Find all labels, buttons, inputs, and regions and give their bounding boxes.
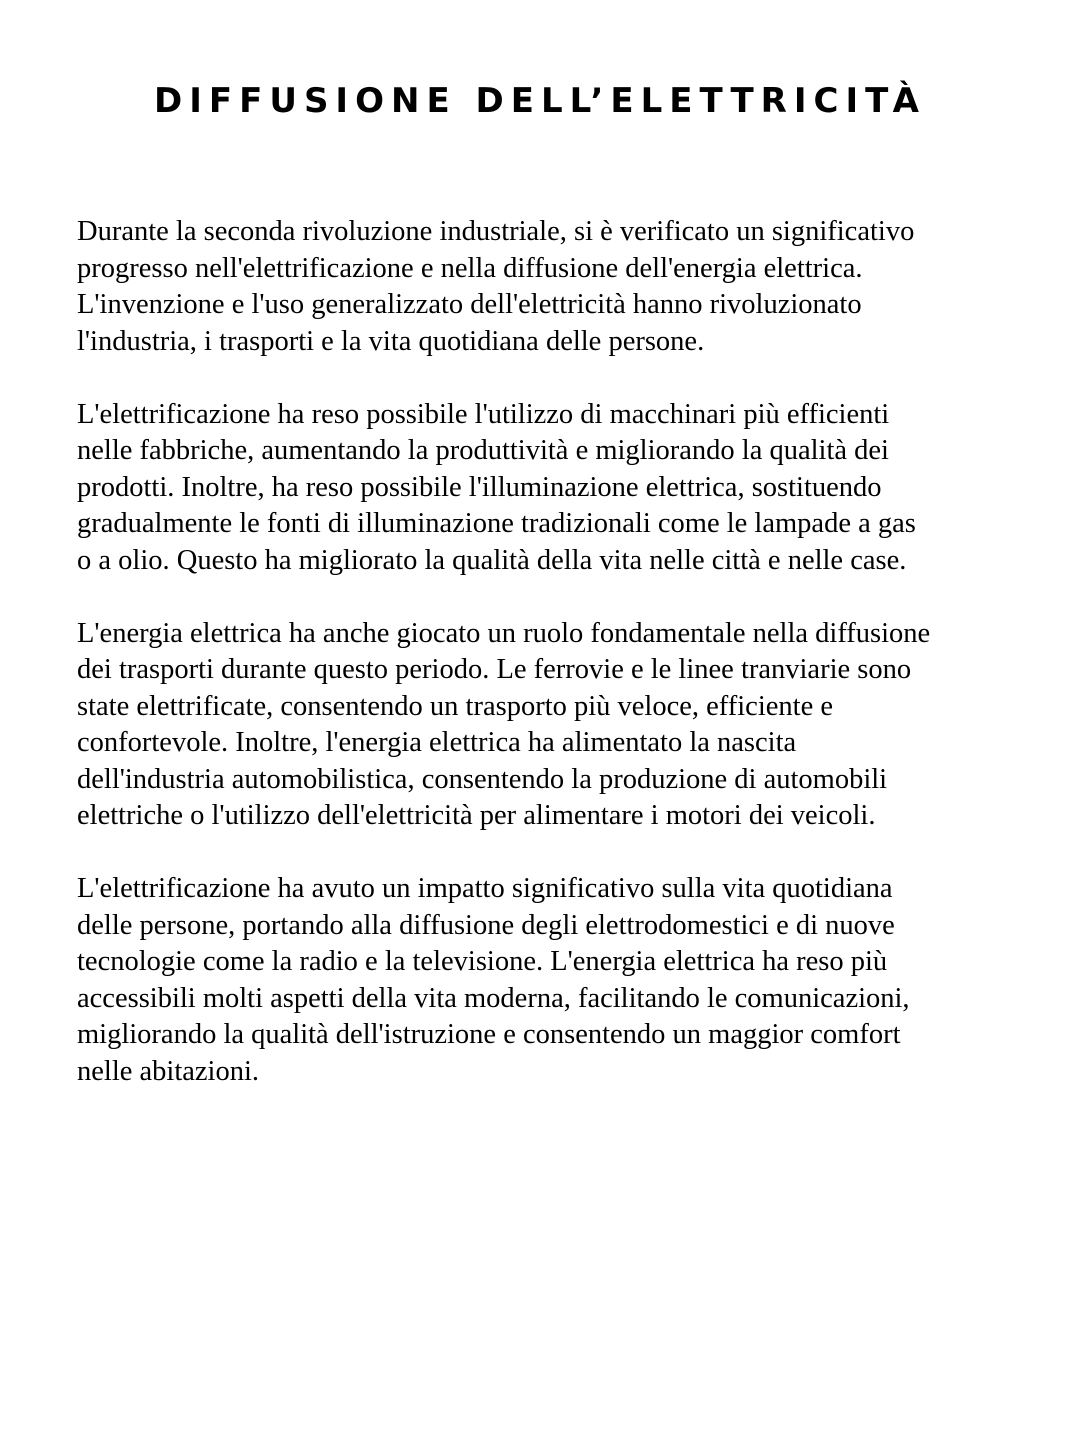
text-line: L'invenzione e l'uso generalizzato dell'elettricità hanno rivoluzionato [77,289,862,320]
text-line: L'energia elettrica ha anche giocato un ruolo fondamentale nella diffusione [77,617,931,649]
text-line: L'elettrificazione ha avuto un impatto significativo sulla vita quotidiana [77,873,893,904]
text-line: L'elettrificazione ha reso possibile l'utilizzo di macchinari più efficienti [77,398,890,430]
paragraph-4 [77,871,1037,1090]
text-line: nelle abitazioni. [77,1055,260,1087]
text-line: dell'industria automobilistica, consentendo la produzione di automobili [77,763,888,795]
document-title: DIFFUSIONE DELL’ELETTRICITÀ [154,81,926,121]
text-line: prodotti. Inoltre, ha reso possibile l'illuminazione elettrica, sostituendo [77,471,882,503]
document-body [77,214,1037,1127]
text-line: progresso nell'elettrificazione e nella diffusione dell'energia elettrica. [77,252,863,284]
text-line: tecnologie come la radio e la televisione. L'energia elettrica ha reso più [77,946,888,977]
text-line: accessibili molti aspetti della vita moderna, facilitando le comunicazioni, [77,982,910,1014]
paragraph-1 [77,214,1037,360]
text-line: gradualmente le fonti di illuminazione tradizionali come le lampade a gas [77,508,916,539]
text-line: elettriche o l'utilizzo dell'elettricità per alimentare i motori dei veicoli. [77,800,876,831]
text-line: state elettrificate, consentendo un trasporto più veloce, efficiente e [77,690,833,722]
paragraph-2 [77,397,1037,580]
text-line: delle persone, portando alla diffusione degli elettrodomestici e di nuove [77,909,895,941]
text-line: nelle fabbriche, aumentando la produttività e migliorando la qualità dei [77,435,889,466]
text-line: o a olio. Questo ha migliorato la qualità della vita nelle città e nelle case. [77,544,907,576]
paragraph-3 [77,616,1037,835]
text-line: migliorando la qualità dell'istruzione e consentendo un maggior comfort [77,1019,901,1050]
text-line: l'industria, i trasporti e la vita quotidiana delle persone. [77,325,705,357]
text-line: Durante la seconda rivoluzione industriale, si è verificato un significativo [77,216,915,247]
text-line: dei trasporti durante questo periodo. Le ferrovie e le linee tranviarie sono [77,654,912,685]
text-line: confortevole. Inoltre, l'energia elettrica ha alimentato la nascita [77,727,797,758]
